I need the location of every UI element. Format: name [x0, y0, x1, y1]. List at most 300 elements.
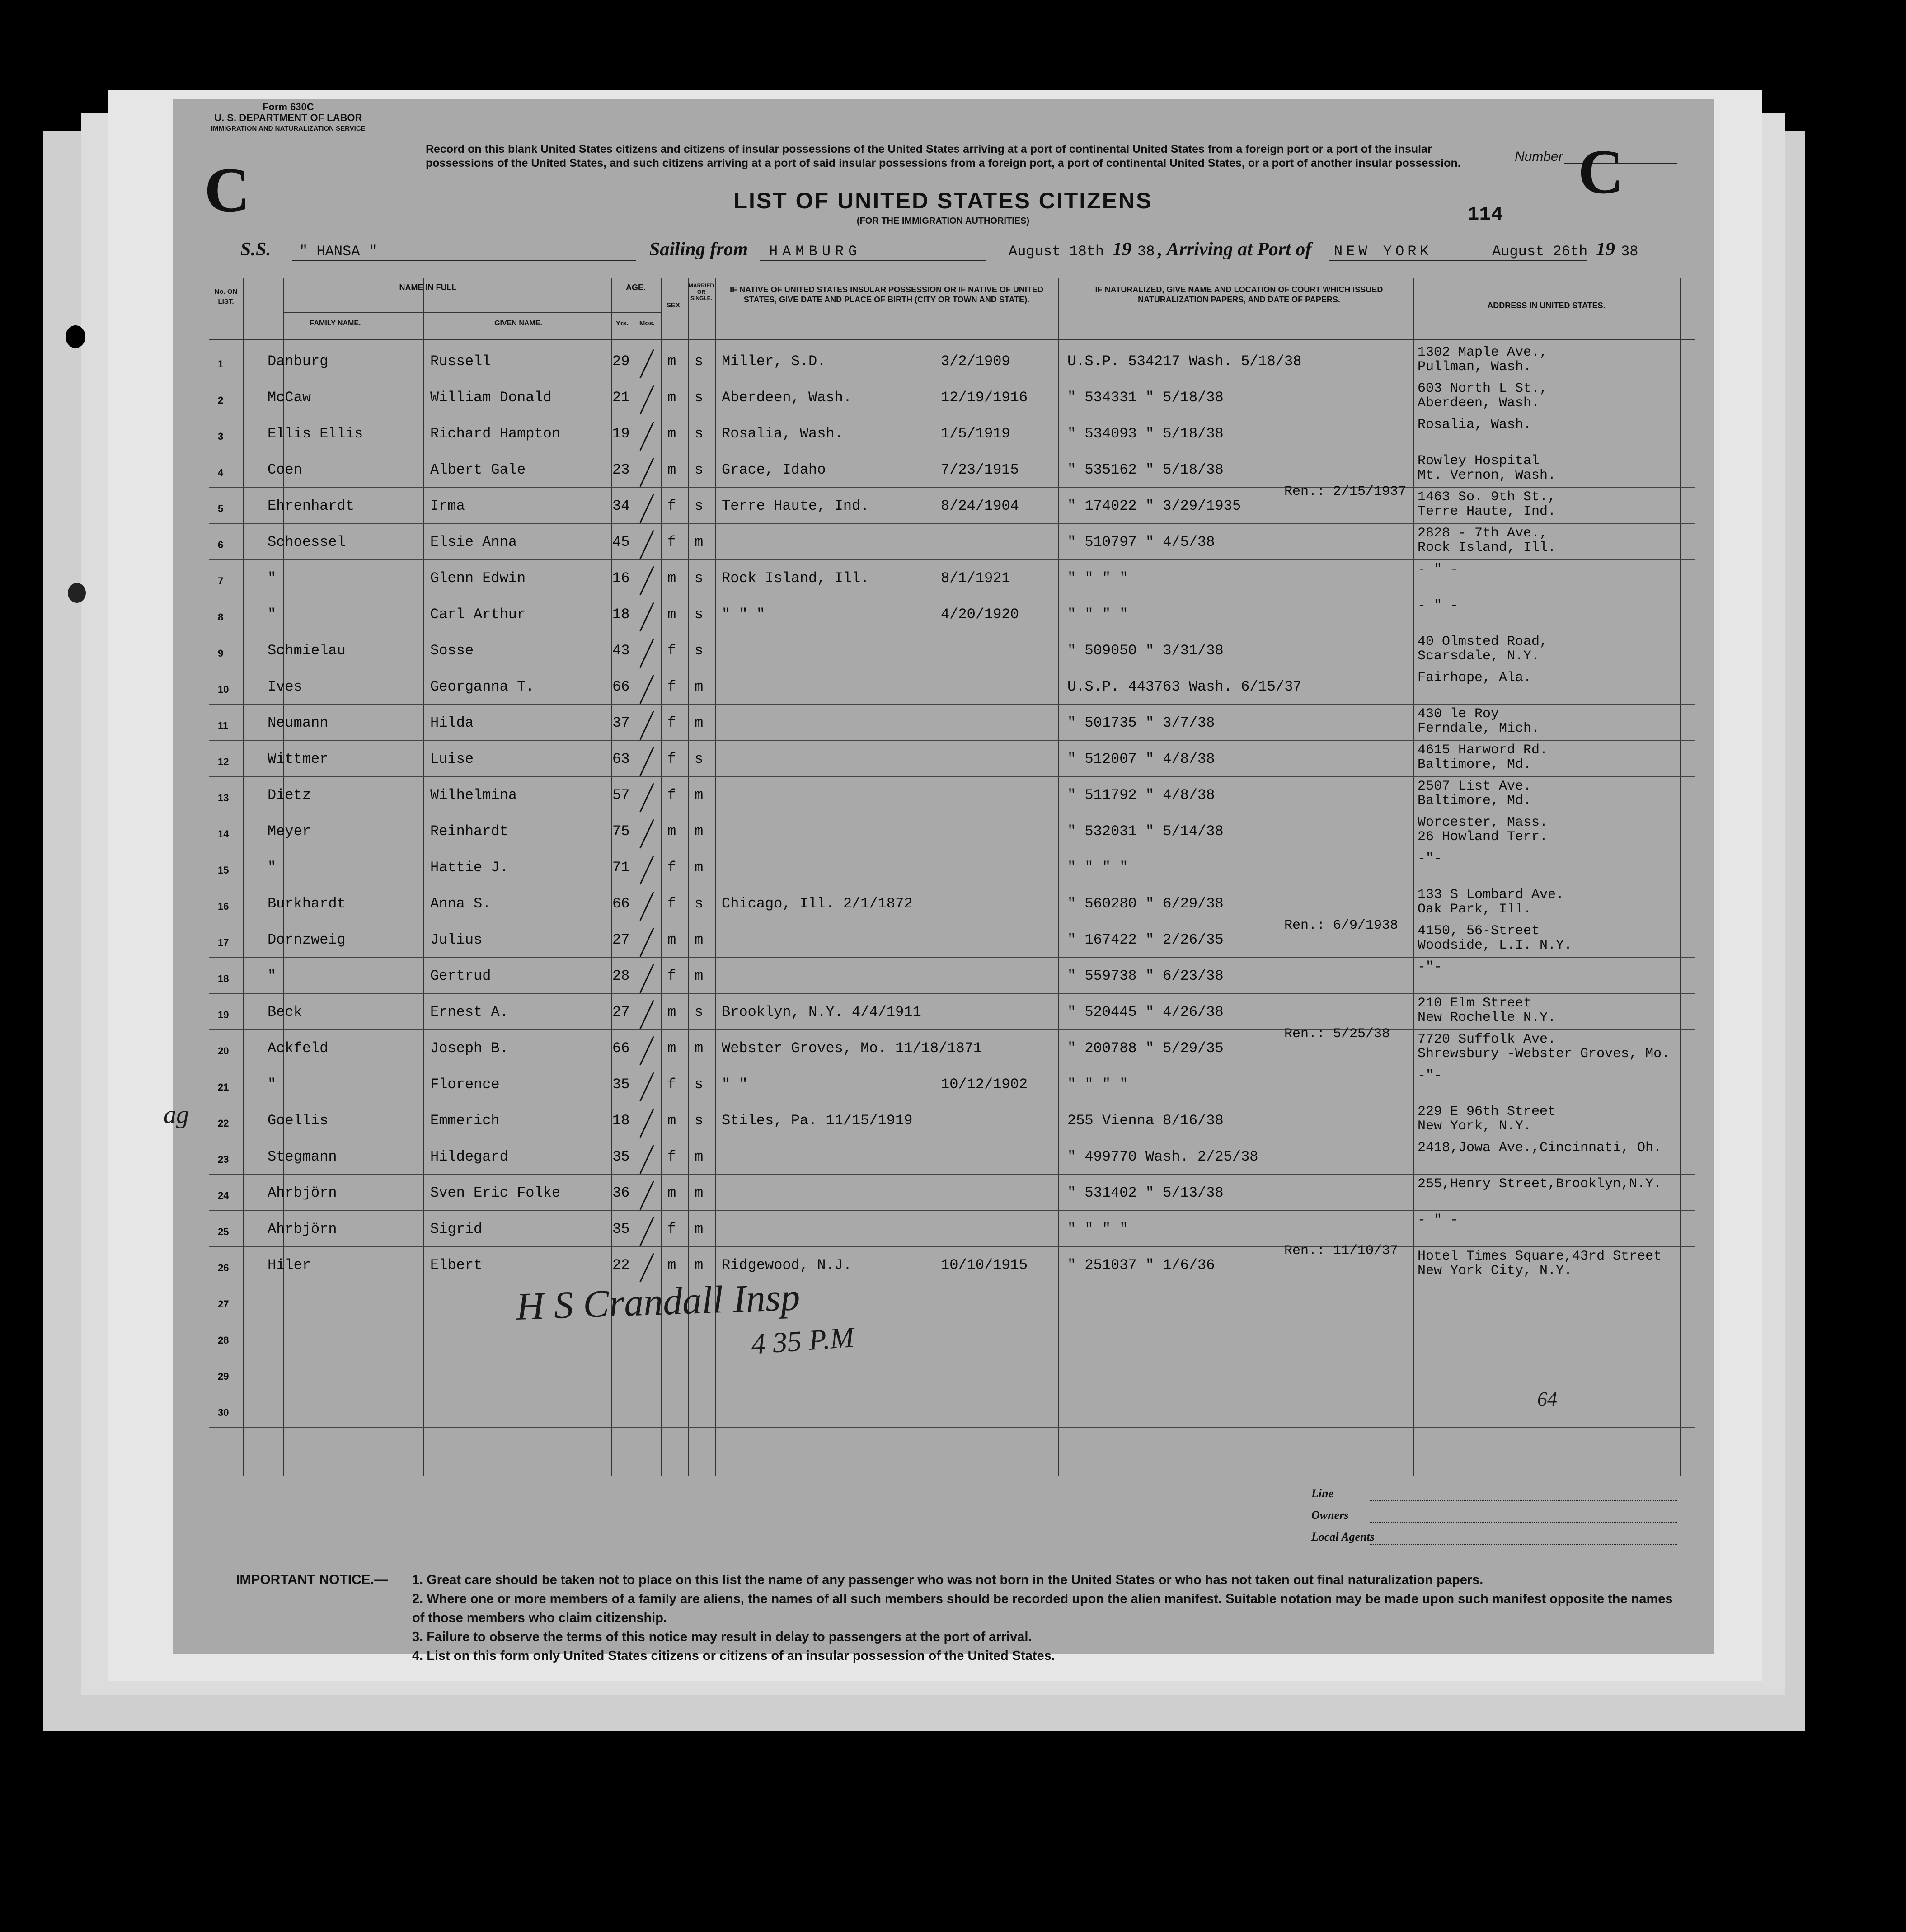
marital-status: s: [695, 425, 704, 442]
birth-place: " " ": [722, 606, 765, 623]
row-number: 21: [218, 1081, 229, 1093]
naturalization: " 501735 " 3/7/38: [1067, 715, 1215, 731]
given-name: Sven Eric Folke: [430, 1185, 561, 1201]
family-name: Dietz: [268, 787, 311, 804]
manifest-table: [209, 278, 1695, 1476]
address-line-2: Rock Island, Ill.: [1418, 540, 1556, 555]
row-rule: [209, 1427, 1695, 1428]
col-divider: [1058, 278, 1059, 1476]
address-line-1: Fairhope, Ala.: [1418, 670, 1532, 686]
binder-hole: [68, 583, 86, 603]
age-years: 66: [612, 895, 630, 912]
naturalization: U.S.P. 443763 Wash. 6/15/37: [1067, 678, 1302, 695]
owners-rule: [1370, 1522, 1677, 1523]
sail-year-prefix: 19: [1113, 239, 1131, 260]
tally-checkmark: [639, 530, 654, 559]
address-line-1: 603 North L St.,: [1418, 381, 1548, 396]
birth-date: 8/24/1904: [941, 498, 1019, 514]
naturalization: " " " ": [1067, 1076, 1128, 1093]
service-name: IMMIGRATION AND NATURALIZATION SERVICE: [211, 125, 366, 132]
age-years: 66: [612, 1040, 630, 1057]
age-years: 37: [612, 715, 630, 731]
naturalization: " 251037 " 1/6/36: [1067, 1257, 1215, 1274]
address-line-2: Aberdeen, Wash.: [1418, 395, 1540, 411]
row-number: 5: [218, 503, 224, 514]
tally-checkmark: [639, 964, 654, 993]
given-name: Sigrid: [430, 1221, 483, 1237]
naturalization: " " " ": [1067, 1221, 1128, 1237]
address-line-2: Ferndale, Mich.: [1418, 721, 1540, 736]
family-name: Ellis Ellis: [268, 425, 363, 442]
address-line-1: 133 S Lombard Ave.: [1418, 887, 1564, 903]
sex: f: [667, 1076, 676, 1093]
address-line-2: Woodside, L.I. N.Y.: [1418, 938, 1573, 953]
col-divider: [423, 278, 424, 1476]
row-rule: [209, 776, 1695, 777]
naturalization: " 559738 " 6/23/38: [1067, 968, 1224, 984]
arrive-date: August 26th: [1492, 243, 1588, 260]
given-name: Carl Arthur: [430, 606, 526, 623]
header-name-in-full: NAME IN FULL: [399, 283, 457, 292]
tally-checkmark: [639, 422, 654, 451]
address-line-1: -"-: [1418, 959, 1442, 975]
naturalization: " 560280 " 6/29/38: [1067, 895, 1224, 912]
sex: m: [667, 570, 676, 587]
row-rule: [209, 1210, 1695, 1211]
naturalization: 255 Vienna 8/16/38: [1067, 1112, 1224, 1129]
marital-status: m: [695, 1221, 704, 1237]
line-label: Line: [1311, 1487, 1334, 1500]
sail-year: 38: [1137, 243, 1155, 260]
address-line-1: - " -: [1418, 562, 1459, 577]
given-name: Elbert: [430, 1257, 483, 1274]
marital-status: m: [695, 859, 704, 876]
birth-place: Grace, Idaho: [722, 461, 826, 478]
renewal-note: Ren.: 6/9/1938: [1284, 918, 1399, 933]
row-number: 27: [218, 1298, 229, 1310]
inspection-time: 4 35 P.M: [750, 1321, 855, 1360]
sex: f: [667, 787, 676, 804]
row-number: 7: [218, 575, 224, 587]
given-name: Elsie Anna: [430, 534, 517, 550]
row-rule: [209, 1174, 1695, 1175]
arriving-label: , Arriving at Port of: [1158, 239, 1312, 260]
age-years: 18: [612, 1112, 630, 1129]
sex: f: [667, 751, 676, 767]
address-line-2: Oak Park, Ill.: [1418, 902, 1532, 917]
sex: m: [667, 1004, 676, 1020]
address-line-2: New York, N.Y.: [1418, 1119, 1532, 1134]
given-name: Glenn Edwin: [430, 570, 526, 587]
row-number: 23: [218, 1154, 229, 1165]
address-line-1: 2418,Jowa Ave.,Cincinnati, Oh.: [1418, 1140, 1662, 1156]
tally-checkmark: [639, 1072, 654, 1102]
address-line-1: Rowley Hospital: [1418, 453, 1540, 469]
address-line-2: Mt. Vernon, Wash.: [1418, 468, 1556, 483]
page-number: 114: [1467, 203, 1503, 226]
age-years: 29: [612, 353, 630, 370]
age-years: 27: [612, 1004, 630, 1020]
left-letter-c: C: [204, 155, 250, 225]
naturalization: " 532031 " 5/14/38: [1067, 823, 1224, 840]
row-number: 13: [218, 792, 229, 804]
sex: m: [667, 606, 676, 623]
age-years: 71: [612, 859, 630, 876]
row-number: 25: [218, 1226, 229, 1237]
sex: f: [667, 1148, 676, 1165]
sex: f: [667, 895, 676, 912]
given-name: Irma: [430, 498, 465, 514]
page-subtitle: (FOR THE IMMIGRATION AUTHORITIES): [856, 216, 1030, 226]
row-number: 2: [218, 395, 224, 406]
given-name: Sosse: [430, 642, 474, 659]
age-years: 35: [612, 1221, 630, 1237]
family-name: Ives: [268, 678, 302, 695]
tally-checkmark: [639, 928, 654, 957]
tally-checkmark: [639, 675, 654, 704]
address-line-1: Worcester, Mass.: [1418, 815, 1548, 830]
naturalization: " 510797 " 4/5/38: [1067, 534, 1215, 550]
number-value-c: C: [1578, 137, 1624, 207]
family-name: Danburg: [268, 353, 329, 370]
marital-status: s: [695, 498, 704, 514]
address-line-2: New Rochelle N.Y.: [1418, 1010, 1556, 1025]
family-name: Schoessel: [268, 534, 346, 550]
agents-rule: [1370, 1544, 1677, 1545]
marital-status: m: [695, 534, 704, 550]
col-divider: [1413, 278, 1414, 1476]
marital-status: m: [695, 1148, 704, 1165]
sex: f: [667, 678, 676, 695]
sex: f: [667, 534, 676, 550]
sex: m: [667, 931, 676, 948]
row-rule: [209, 559, 1695, 560]
age-years: 57: [612, 787, 630, 804]
tally-checkmark: [639, 1217, 654, 1246]
row-number: 16: [218, 901, 229, 912]
naturalization: " 200788 " 5/29/35: [1067, 1040, 1224, 1057]
sex: m: [667, 1040, 676, 1057]
marital-status: s: [695, 751, 704, 767]
header-native: IF NATIVE OF UNITED STATES INSULAR POSSESSION OR IF NATIVE OF UNITED STATES, GIVE DATE AND PLACE OF BIRTH (CITY OR TOWN AND STATE).: [730, 285, 1043, 304]
margin-note: ag: [164, 1101, 189, 1129]
tally-checkmark: [639, 458, 654, 487]
renewal-note: Ren.: 2/15/1937: [1284, 484, 1407, 499]
header-sex: SEX.: [666, 301, 682, 309]
port-to: NEW YORK: [1334, 243, 1432, 260]
row-number: 11: [218, 720, 229, 731]
row-number: 9: [218, 648, 224, 659]
row-number: 6: [218, 539, 224, 550]
binder-hole: [66, 325, 85, 348]
row-number: 20: [218, 1045, 229, 1057]
family-name: Dornzweig: [268, 931, 346, 948]
tally-checkmark: [639, 1000, 654, 1029]
birth-place: " ": [722, 1076, 748, 1093]
address-line-1: 430 le Roy: [1418, 706, 1499, 722]
address-line-1: - " -: [1418, 598, 1459, 613]
sex: f: [667, 642, 676, 659]
marital-status: s: [695, 353, 704, 370]
col-divider: [283, 278, 284, 1476]
address-line-1: - " -: [1418, 1213, 1459, 1228]
sex: m: [667, 1257, 676, 1274]
marital-status: m: [695, 823, 704, 840]
naturalization: " " " ": [1067, 606, 1128, 623]
birth-date: 3/2/1909: [941, 353, 1010, 370]
age-years: 43: [612, 642, 630, 659]
marital-status: m: [695, 787, 704, 804]
tally-checkmark: [639, 1036, 654, 1066]
header-family-name: FAMILY NAME.: [310, 320, 361, 327]
family-name: ": [268, 606, 277, 623]
col-divider: [243, 278, 244, 1476]
address-line-1: 2507 List Ave.: [1418, 779, 1532, 794]
family-name: Ehrenhardt: [268, 498, 355, 514]
age-years: 63: [612, 751, 630, 767]
family-name: Meyer: [268, 823, 311, 840]
birth-place: Chicago, Ill. 2/1/1872: [722, 895, 913, 912]
naturalization: " " " ": [1067, 859, 1128, 876]
address-line-1: 4150, 56-Street: [1418, 923, 1540, 939]
given-name: Hattie J.: [430, 859, 508, 876]
address-line-1: 229 E 96th Street: [1418, 1104, 1556, 1119]
naturalization: " 534093 " 5/18/38: [1067, 425, 1224, 442]
row-number: 10: [218, 684, 229, 695]
age-years: 75: [612, 823, 630, 840]
manifest-page: [164, 99, 1714, 1663]
header-no: No. ON LIST.: [214, 288, 238, 306]
birth-place: Terre Haute, Ind.: [722, 498, 869, 514]
ship-name: " HANSA ": [299, 243, 377, 260]
address-line-2: 26 Howland Terr.: [1418, 829, 1548, 845]
naturalization: " 174022 " 3/29/1935: [1067, 498, 1241, 514]
given-name: Hilda: [430, 715, 474, 731]
header-address: ADDRESS IN UNITED STATES.: [1487, 301, 1606, 310]
birth-place: Ridgewood, N.J.: [722, 1257, 852, 1274]
row-rule: [209, 1246, 1695, 1247]
sail-date: August 18th: [1009, 243, 1104, 260]
given-name: Wilhelmina: [430, 787, 517, 804]
ship-rule: [292, 260, 636, 261]
port-to-rule: [1329, 260, 1587, 261]
age-years: 36: [612, 1185, 630, 1201]
row-rule: [209, 957, 1695, 958]
header-naturalized: IF NATURALIZED, GIVE NAME AND LOCATION OF COURT WHICH ISSUED NATURALIZATION PAPERS, AND DATE OF PAPERS.: [1095, 285, 1383, 304]
sex: f: [667, 715, 676, 731]
naturalization: " " " ": [1067, 570, 1128, 587]
tally-checkmark: [639, 1253, 654, 1283]
form-identifier: [211, 102, 366, 134]
renewal-note: Ren.: 11/10/37: [1284, 1243, 1399, 1259]
family-name: Ahrbjörn: [268, 1221, 337, 1237]
address-line-2: Pullman, Wash.: [1418, 359, 1532, 375]
page-title: LIST OF UNITED STATES CITIZENS: [733, 188, 1153, 213]
marital-status: m: [695, 678, 704, 695]
row-rule: [209, 993, 1695, 994]
row-number: 22: [218, 1118, 229, 1129]
tally-checkmark: [639, 747, 654, 776]
naturalization: " 512007 " 4/8/38: [1067, 751, 1215, 767]
sex: m: [667, 1185, 676, 1201]
address-line-2: New York City, N.Y.: [1418, 1263, 1573, 1279]
address-line-2: Baltimore, Md.: [1418, 793, 1532, 809]
row-number: 4: [218, 467, 224, 478]
address-line-2: Scarsdale, N.Y.: [1418, 649, 1540, 664]
tally-checkmark: [639, 783, 654, 813]
age-years: 23: [612, 461, 630, 478]
marital-status: s: [695, 1076, 704, 1093]
birth-place: Webster Groves, Mo. 11/18/1871: [722, 1040, 982, 1057]
record-instructions: Record on this blank United States citizens and citizens of insular possessions of the United States arriving at a port of continental United States from a foreign port or a port of the insular possessions of the United States, and such citizens arriving at a port of said insular possessions from a foreign port, a port of continental United States, or a port of another insular possession.: [426, 143, 1461, 169]
birth-date: 7/23/1915: [941, 461, 1019, 478]
family-name: Burkhardt: [268, 895, 346, 912]
family-name: Wittmer: [268, 751, 329, 767]
given-name: Reinhardt: [430, 823, 508, 840]
address-line-1: 210 Elm Street: [1418, 996, 1532, 1011]
family-name: ": [268, 1076, 277, 1093]
form-footer: [173, 1482, 1714, 1663]
family-name: Schmielau: [268, 642, 346, 659]
header-yrs: Yrs.: [615, 320, 629, 327]
row-number: 24: [218, 1190, 229, 1201]
marital-status: s: [695, 1112, 704, 1129]
birth-date: 4/20/1920: [941, 606, 1019, 623]
naturalization: " 535162 " 5/18/38: [1067, 461, 1224, 478]
birth-place: Stiles, Pa. 11/15/1919: [722, 1112, 913, 1129]
arrive-year-prefix: 19: [1596, 239, 1615, 260]
birth-date: 12/19/1916: [941, 389, 1028, 406]
naturalization: U.S.P. 534217 Wash. 5/18/38: [1067, 353, 1302, 370]
tally-checkmark: [639, 1145, 654, 1174]
address-line-2: Shrewsbury -Webster Groves, Mo.: [1418, 1046, 1670, 1062]
row-number: 19: [218, 1009, 229, 1020]
birth-place: Brooklyn, N.Y. 4/4/1911: [722, 1004, 921, 1020]
tally-checkmark: [639, 856, 654, 885]
given-name: Georganna T.: [430, 678, 535, 695]
notice-item: 2. Where one or more members of a family are aliens, the names of all such members should be recorded upon the alien manifest. Suitable notation may be made upon such manifest opposite the names of those members who claim citizenship.: [412, 1592, 1673, 1625]
row-number: 29: [218, 1371, 229, 1382]
marital-status: s: [695, 389, 704, 406]
age-years: 45: [612, 534, 630, 550]
arrive-year: 38: [1621, 243, 1638, 260]
row-number: 18: [218, 973, 229, 984]
row-number: 14: [218, 828, 229, 840]
sex: m: [667, 389, 676, 406]
notice-item: 4. List on this form only United States citizens or citizens of an insular possession of the United States.: [412, 1649, 1055, 1663]
renewal-note: Ren.: 5/25/38: [1284, 1026, 1390, 1042]
given-name: Russell: [430, 353, 491, 370]
naturalization: " 531402 " 5/13/38: [1067, 1185, 1224, 1201]
row-number: 26: [218, 1262, 229, 1274]
sex: f: [667, 1221, 676, 1237]
age-years: 66: [612, 678, 630, 695]
line-rule: [1370, 1500, 1677, 1501]
birth-date: 10/10/1915: [941, 1257, 1028, 1274]
age-years: 35: [612, 1148, 630, 1165]
name-header-rule: [283, 312, 661, 313]
marital-status: s: [695, 642, 704, 659]
tally-checkmark: [639, 711, 654, 740]
header-given-name: GIVEN NAME.: [494, 320, 542, 327]
notice-item: 3. Failure to observe the terms of this notice may result in delay to passengers at the port of arrival.: [412, 1630, 1032, 1644]
address-line-1: 255,Henry Street,Brooklyn,N.Y.: [1418, 1176, 1662, 1192]
given-name: Florence: [430, 1076, 500, 1093]
row-number: 1: [218, 358, 224, 370]
address-line-2: Baltimore, Md.: [1418, 757, 1532, 772]
given-name: Joseph B.: [430, 1040, 508, 1057]
family-name: Ahrbjörn: [268, 1185, 337, 1201]
naturalization: " 534331 " 5/18/38: [1067, 389, 1224, 406]
address-line-2: Terre Haute, Ind.: [1418, 504, 1556, 519]
row-rule: [209, 1029, 1695, 1030]
naturalization: " 499770 Wash. 2/25/38: [1067, 1148, 1258, 1165]
notice-heading: IMPORTANT NOTICE.—: [236, 1572, 388, 1587]
address-line-1: Hotel Times Square,43rd Street: [1418, 1249, 1662, 1264]
sailing-label: Sailing from: [649, 239, 748, 260]
given-name: Ernest A.: [430, 1004, 508, 1020]
row-number: 30: [218, 1407, 229, 1418]
birth-place: Miller, S.D.: [722, 353, 826, 370]
marital-status: m: [695, 1185, 704, 1201]
row-number: 28: [218, 1335, 229, 1346]
port-from: HAMBURG: [769, 243, 862, 260]
row-rule: [209, 487, 1695, 488]
family-name: Goellis: [268, 1112, 329, 1129]
address-line-1: 2828 - 7th Ave.,: [1418, 526, 1548, 541]
birth-place: Rock Island, Ill.: [722, 570, 869, 587]
age-years: 21: [612, 389, 630, 406]
family-name: Ackfeld: [268, 1040, 329, 1057]
family-name: Beck: [268, 1004, 302, 1020]
marital-status: m: [695, 715, 704, 731]
given-name: Richard Hampton: [430, 425, 561, 442]
notice-item: 1. Great care should be taken not to place on this list the name of any passenger who was not born in the United States or who has not taken out final naturalization papers.: [412, 1573, 1483, 1587]
marital-status: m: [695, 1257, 704, 1274]
tally-checkmark: [639, 892, 654, 921]
age-years: 28: [612, 968, 630, 984]
tally-checkmark: [639, 639, 654, 668]
address-line-1: 40 Olmsted Road,: [1418, 634, 1548, 649]
row-rule: [209, 740, 1695, 741]
tally-checkmark: [639, 566, 654, 596]
given-name: Hildegard: [430, 1148, 508, 1165]
sex: m: [667, 461, 676, 478]
birth-date: 10/12/1902: [941, 1076, 1028, 1093]
row-number: 3: [218, 431, 224, 442]
marital-status: s: [695, 461, 704, 478]
sex: f: [667, 968, 676, 984]
header-married: MARRIED OR SINGLE.: [689, 282, 714, 301]
sex: m: [667, 1112, 676, 1129]
department-name: U. S. DEPARTMENT OF LABOR: [214, 112, 362, 123]
row-number: 15: [218, 865, 229, 876]
age-years: 18: [612, 606, 630, 623]
tally-checkmark: [639, 349, 654, 379]
row-number: 8: [218, 611, 224, 623]
row-number: 12: [218, 756, 229, 767]
port-from-rule: [760, 260, 986, 261]
sex: m: [667, 353, 676, 370]
address-line-1: -"-: [1418, 1068, 1442, 1083]
marital-status: m: [695, 931, 704, 948]
col-divider: [1680, 278, 1681, 1476]
header-mos: Mos.: [639, 320, 655, 327]
tally-checkmark: [639, 385, 654, 415]
marital-status: s: [695, 895, 704, 912]
naturalization: " 167422 " 2/26/35: [1067, 931, 1224, 948]
given-name: Julius: [430, 931, 483, 948]
